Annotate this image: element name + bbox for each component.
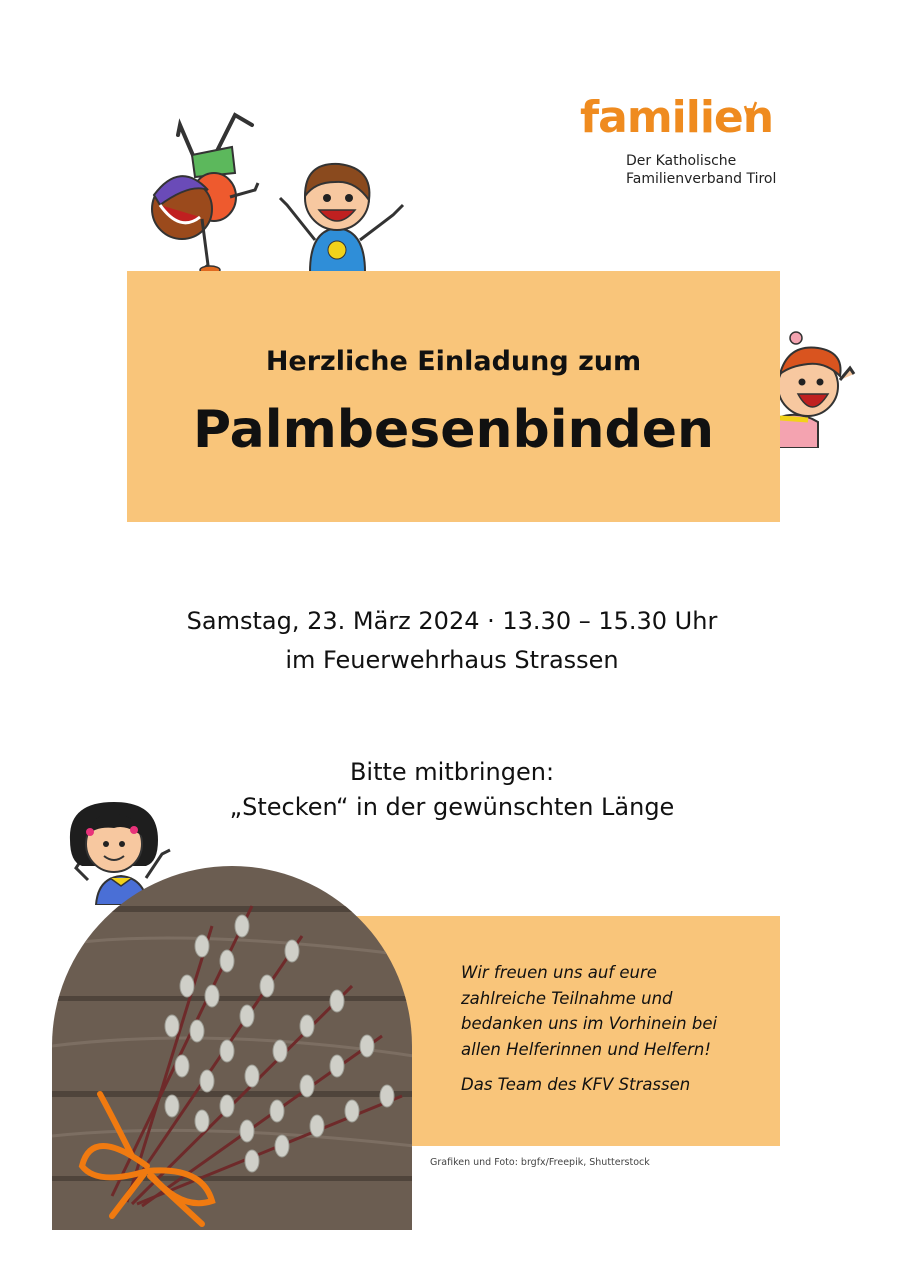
event-title: Palmbesenbinden [192, 400, 715, 460]
logo-subtitle-line2: Familienverband Tirol [626, 171, 777, 187]
kid-boy-illustration [275, 160, 410, 272]
logo-subtitle [626, 152, 776, 188]
thanks-line: zahlreiche Teilnahme und [461, 988, 673, 1008]
thanks-line: allen Helferinnen und Helfern! [461, 1039, 711, 1059]
event-location: im Feuerwehrhaus Strassen [285, 646, 619, 674]
invitation-banner [127, 271, 780, 522]
team-signature: Das Team des KFV Strassen [461, 1075, 691, 1094]
kid-girl-peeking-illustration [778, 330, 858, 448]
event-date-time: Samstag, 23. März 2024 · 13.30 – 15.30 Uhr [186, 607, 718, 635]
logo-subtitle-line1: Der Katholische [626, 153, 737, 169]
logo-wordmark: familien [580, 92, 774, 143]
bring-heading: Bitte mitbringen: [349, 758, 555, 786]
image-credit: Grafiken und Foto: brgfx/Freepik, Shutterstock [430, 1157, 650, 1168]
kid-handstand-illustration [140, 105, 280, 275]
thanks-line: Wir freuen uns auf eure [461, 963, 657, 982]
thanks-text [461, 960, 761, 1062]
bring-item: „Stecken“ in der gewünschten Länge [229, 793, 675, 821]
logo-sprout-icon [742, 100, 760, 124]
invitation-intro: Herzliche Einladung zum [265, 346, 642, 377]
thanks-line: bedanken uns im Vorhinein bei [461, 1014, 718, 1033]
pussy-willow-photo [52, 866, 414, 1230]
